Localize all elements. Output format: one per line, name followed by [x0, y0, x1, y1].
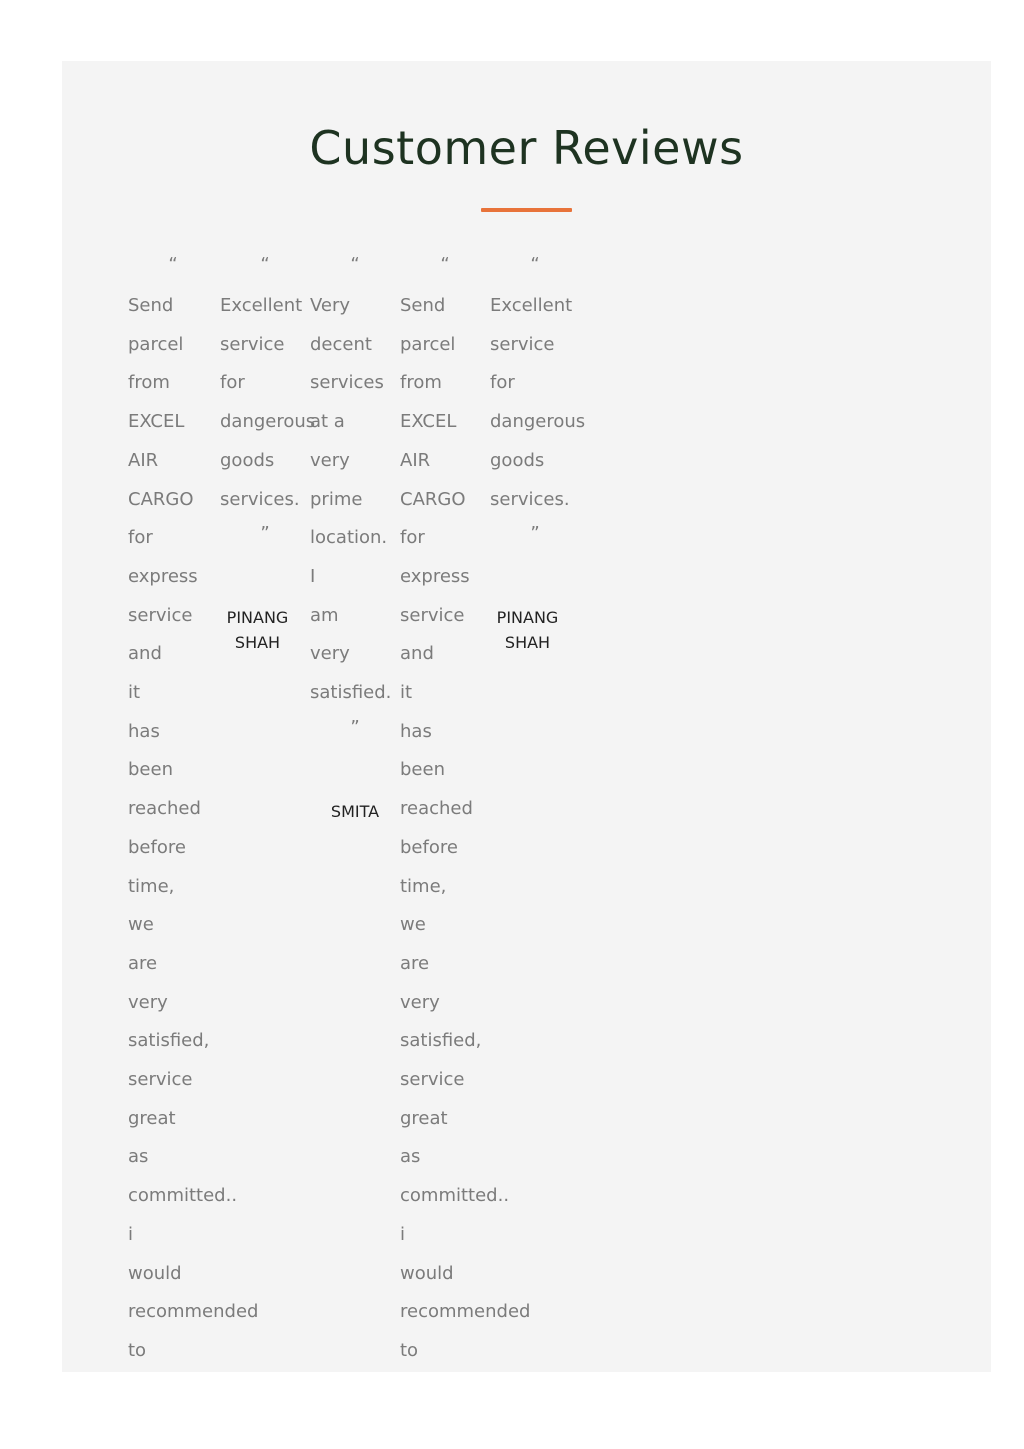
- open-quote-icon: “: [530, 254, 540, 275]
- review-word: committed..: [128, 1185, 238, 1207]
- review-word: satisfied,: [400, 1030, 482, 1052]
- close-quote-icon: ”: [530, 523, 540, 545]
- review-word: prime: [310, 488, 363, 510]
- open-quote-icon: “: [260, 254, 270, 275]
- review-word: for: [490, 372, 515, 394]
- review-word: satisfied.: [310, 682, 392, 704]
- review-word: services.: [220, 488, 300, 510]
- open-quote-icon: “: [168, 254, 178, 275]
- review-word: i: [128, 1223, 134, 1245]
- review-word: very: [128, 991, 168, 1013]
- review-text: [490, 287, 586, 519]
- review-word: are: [128, 952, 158, 974]
- review-word: been: [400, 759, 445, 781]
- review-word: services: [310, 372, 384, 394]
- review-word: Send: [400, 295, 446, 316]
- review-word: it: [400, 682, 413, 704]
- review-word: from: [400, 372, 442, 394]
- review-word: services.: [490, 488, 570, 510]
- review-word: would: [400, 1262, 454, 1284]
- review-author: PINANG SHAH: [496, 608, 559, 653]
- review-word: decent: [310, 333, 372, 355]
- review-word: from: [128, 372, 170, 394]
- review-word: would: [128, 1262, 182, 1284]
- review-word: AIR: [400, 449, 431, 471]
- review-word: EXCEL: [128, 411, 185, 433]
- review-word: service: [128, 1069, 193, 1091]
- review-card: [490, 241, 586, 655]
- title-underline: [481, 208, 572, 212]
- review-card: [220, 241, 316, 655]
- open-quote-icon: “: [350, 254, 360, 275]
- close-quote-icon: ”: [350, 716, 360, 738]
- review-word: has: [128, 720, 160, 742]
- review-word: dangerous: [490, 411, 586, 433]
- review-word: I: [310, 565, 316, 587]
- review-word: express: [128, 565, 198, 587]
- review-word: service: [400, 1069, 465, 1091]
- review-word: time,: [400, 875, 447, 897]
- review-word: Excellent: [220, 295, 303, 316]
- review-word: AIR: [128, 449, 159, 471]
- review-word: and: [128, 643, 162, 665]
- review-word: has: [400, 720, 432, 742]
- review-card: [310, 241, 400, 824]
- reviews-carousel[interactable]: [128, 241, 698, 1372]
- review-word: service: [400, 604, 465, 626]
- review-word: CARGO: [128, 488, 194, 510]
- review-word: at a: [310, 411, 345, 433]
- review-author: SMITA: [330, 801, 380, 821]
- review-word: for: [220, 372, 245, 394]
- review-word: service: [128, 604, 193, 626]
- review-word: express: [400, 565, 470, 587]
- review-word: Excellent: [490, 295, 573, 316]
- review-word: and: [400, 643, 434, 665]
- review-word: been: [128, 759, 173, 781]
- review-word: for: [128, 527, 153, 549]
- review-author: PINANG SHAH: [226, 608, 289, 653]
- customer-reviews-section: [62, 61, 991, 1372]
- review-word: satisfied,: [128, 1030, 210, 1052]
- close-quote-icon: ”: [260, 523, 270, 545]
- review-text: [220, 287, 316, 519]
- review-word: before: [128, 836, 186, 858]
- review-word: very: [310, 449, 350, 471]
- open-quote-icon: “: [440, 254, 450, 275]
- review-text: [310, 287, 400, 713]
- review-word: reached: [400, 798, 473, 820]
- review-word: as: [128, 1146, 149, 1168]
- review-word: goods: [490, 449, 545, 471]
- review-word: service: [490, 333, 555, 355]
- section-title: Customer Reviews: [309, 121, 744, 175]
- review-word: we: [400, 914, 426, 936]
- review-word: Send: [128, 295, 174, 316]
- review-word: parcel: [128, 333, 184, 355]
- review-word: it: [128, 682, 141, 704]
- review-word: i: [400, 1223, 406, 1245]
- review-word: CARGO: [400, 488, 466, 510]
- review-word: we: [128, 914, 154, 936]
- review-word: committed..: [400, 1185, 510, 1207]
- review-word: are: [400, 952, 430, 974]
- review-word: great: [400, 1107, 448, 1129]
- review-word: Very: [310, 295, 351, 316]
- review-word: service: [220, 333, 285, 355]
- review-word: great: [128, 1107, 176, 1129]
- review-word: dangerous: [220, 411, 316, 433]
- review-word: goods: [220, 449, 275, 471]
- review-word: am: [310, 604, 339, 626]
- review-word: reached: [128, 798, 201, 820]
- review-word: EXCEL: [400, 411, 457, 433]
- review-word: for: [400, 527, 425, 549]
- review-word: recommended: [128, 1301, 259, 1323]
- review-word: very: [310, 643, 350, 665]
- review-word: recommended: [400, 1301, 531, 1323]
- review-word: to: [400, 1339, 419, 1361]
- review-word: time,: [128, 875, 175, 897]
- review-word: parcel: [400, 333, 456, 355]
- review-word: as: [400, 1146, 421, 1168]
- review-word: to: [128, 1339, 147, 1361]
- review-word: location.: [310, 527, 388, 549]
- review-word: very: [400, 991, 440, 1013]
- review-word: before: [400, 836, 458, 858]
